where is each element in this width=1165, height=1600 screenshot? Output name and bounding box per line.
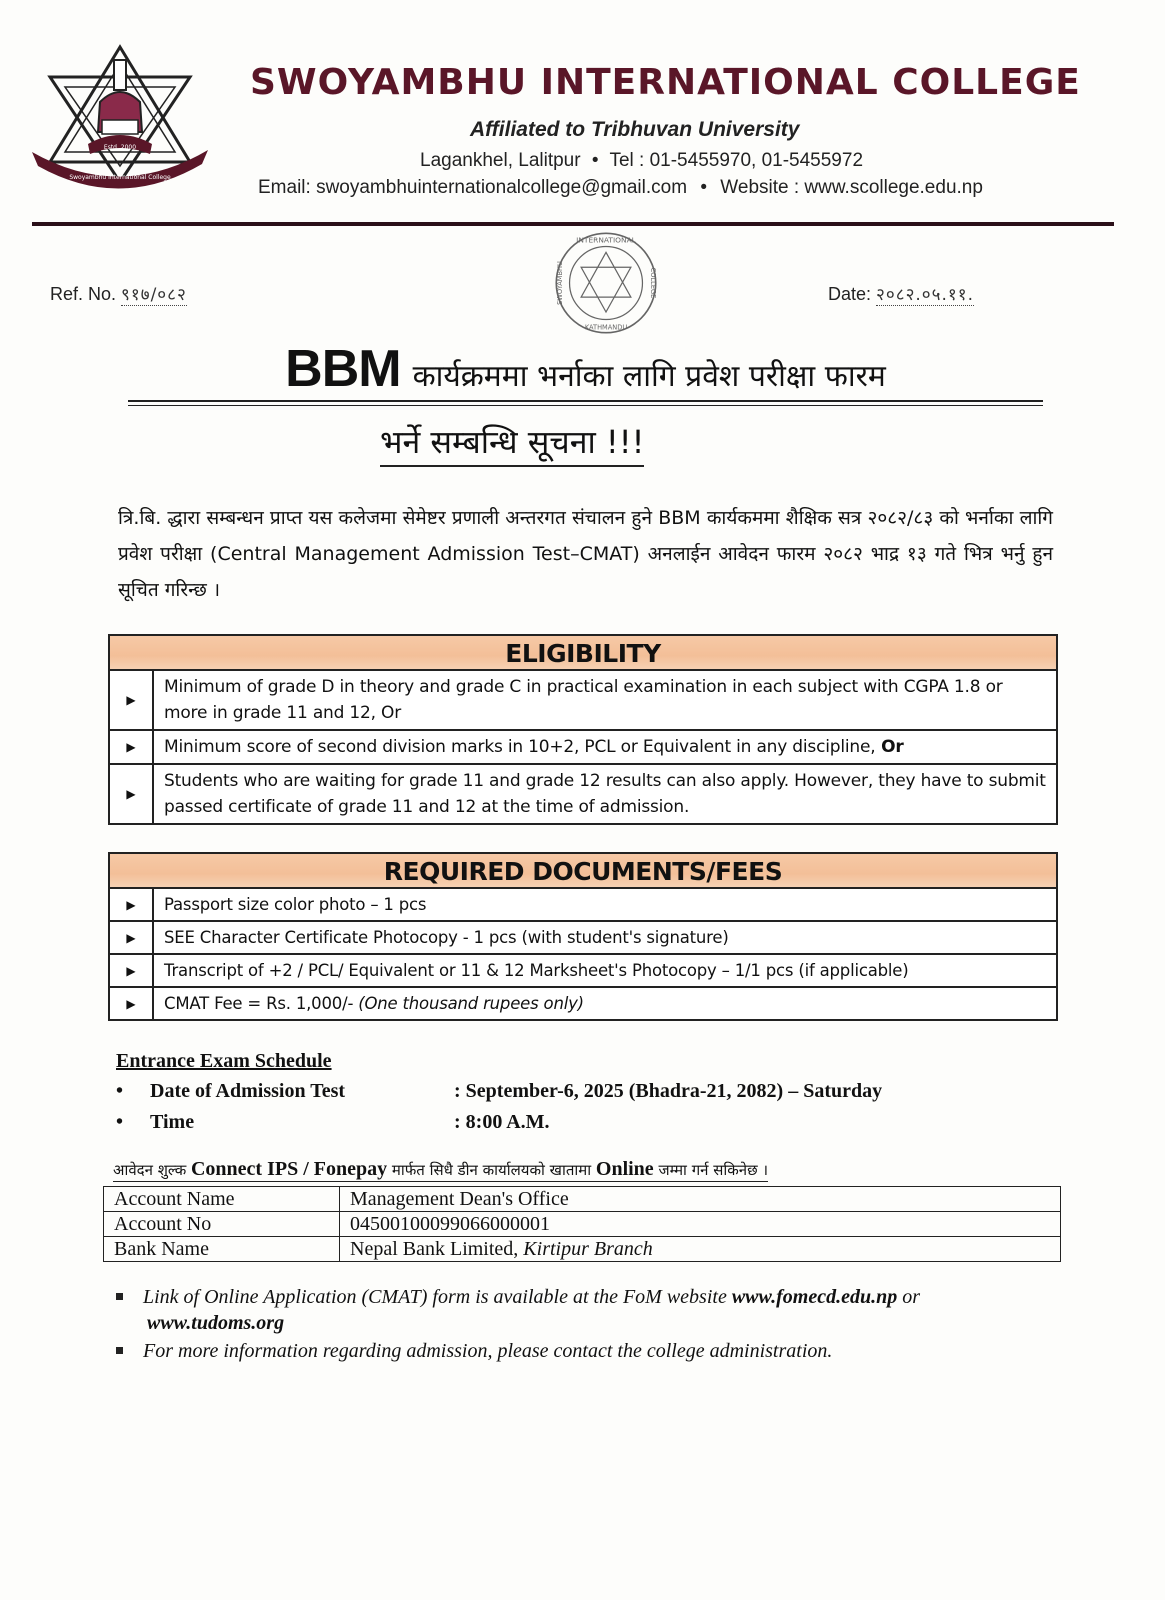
separator: • — [591, 150, 599, 171]
website-label: Website : — [720, 177, 800, 198]
title-program: BBM — [285, 340, 401, 398]
documents-table — [108, 852, 1058, 1021]
stamp-right-text: COLLEGE — [648, 267, 657, 299]
note-text: Link of Online Application (CMAT) form is available at the FoM website — [143, 1286, 732, 1308]
address-line — [420, 150, 863, 172]
bank-details-table — [103, 1186, 1061, 1262]
eligibility-text — [154, 731, 1056, 763]
arrow-right-icon: ▶ — [110, 955, 154, 986]
reference-number — [50, 282, 187, 305]
document-row — [110, 920, 1056, 953]
square-bullet-icon — [116, 1347, 123, 1354]
eligibility-text: Minimum of grade D in theory and grade C in practical examination in each subject with CGPA 1.8 or more in grade 11 and 12, Or — [164, 677, 1003, 723]
schedule-heading: Entrance Exam Schedule — [116, 1050, 332, 1072]
ref-value: ९१७/०८२ — [121, 285, 187, 305]
eligibility-text: Students who are waiting for grade 11 and grade 12 results can also apply. However, they have to submit passed certificate of grade 11 and 12 at the time of admission. — [164, 771, 1046, 817]
note-contact — [116, 1338, 1056, 1364]
arrow-right-icon: ▶ — [110, 922, 154, 953]
eligibility-text-or: Or — [875, 737, 904, 757]
affiliation: Affiliated to Tribhuvan University — [470, 118, 800, 141]
fee-text: CMAT Fee = Rs. 1,000/- — [164, 994, 359, 1013]
tel: 01-5455970, 01-5455972 — [649, 150, 864, 171]
documents-heading: REQUIRED DOCUMENTS/FEES — [110, 854, 1056, 889]
note-online-application — [116, 1284, 1056, 1336]
schedule-row-date — [116, 1080, 882, 1103]
website-link[interactable]: www.scollege.edu.np — [804, 177, 983, 198]
payment-note-part: आवेदन शुल्क — [113, 1161, 191, 1179]
college-name: SWOYAMBHU INTERNATIONAL COLLEGE — [250, 62, 1081, 103]
notice-subtitle: भर्ने सम्बन्धि सूचना !!! — [380, 420, 644, 467]
document-text: SEE Character Certificate Photocopy - 1 pcs (with student's signature) — [164, 928, 729, 947]
college-stamp — [548, 229, 664, 337]
eligibility-row — [110, 763, 1056, 823]
arrow-right-icon: ▶ — [110, 988, 154, 1019]
bullet-icon: • — [116, 1111, 124, 1133]
eligibility-heading: ELIGIBILITY — [110, 636, 1056, 671]
email-label: Email: — [258, 177, 311, 198]
schedule-row-time — [116, 1111, 550, 1134]
note-text: For more information regarding admission, please contact the college administration. — [143, 1340, 833, 1362]
notice-date — [828, 282, 974, 305]
arrow-right-icon: ▶ — [110, 731, 154, 763]
tudoms-link[interactable]: www.tudoms.org — [147, 1312, 285, 1334]
schedule-value: : September-6, 2025 (Bhadra-21, 2082) – Saturday — [454, 1080, 883, 1102]
payment-online: Online — [595, 1158, 654, 1180]
note-or: or — [897, 1286, 920, 1308]
date-value: २०८२.०५.११. — [876, 285, 974, 305]
payment-method: Connect IPS / Fonepay — [190, 1158, 388, 1180]
bank-name: Nepal Bank Limited, — [350, 1238, 524, 1260]
arrow-right-icon: ▶ — [110, 671, 154, 729]
eligibility-row — [110, 729, 1056, 763]
schedule-label: Date of Admission Test — [150, 1080, 346, 1102]
logo-ribbon-text: Swoyambhu International College — [69, 174, 171, 181]
document-row — [110, 953, 1056, 986]
bank-key: Account Name — [104, 1187, 340, 1212]
contact-line — [258, 177, 983, 199]
bank-value — [340, 1237, 1061, 1262]
stamp-bottom-text: KATHMANDU — [584, 323, 628, 332]
bank-key: Bank Name — [104, 1237, 340, 1262]
bank-key: Account No — [104, 1212, 340, 1237]
separator: • — [700, 177, 707, 198]
header-divider — [32, 222, 1114, 226]
college-logo — [30, 42, 210, 192]
document-text — [154, 988, 1056, 1019]
document-row — [110, 986, 1056, 1019]
payment-note-part: मार्फत सिधै डीन कार्यालयको खातामा — [387, 1161, 596, 1179]
fee-in-words: (One thousand rupees only) — [358, 994, 584, 1013]
document-row — [110, 889, 1056, 920]
tel-label: Tel : — [609, 150, 645, 171]
eligibility-table — [108, 634, 1058, 825]
bank-row — [104, 1212, 1061, 1237]
document-text: Passport size color photo – 1 pcs — [164, 895, 427, 914]
logo-estd-text: Estd. 2000 — [103, 144, 137, 151]
bank-value: Management Dean's Office — [340, 1187, 1061, 1212]
bank-branch: Kirtipur Branch — [523, 1238, 653, 1260]
address: Lagankhel, Lalitpur — [420, 150, 581, 171]
email-link[interactable]: swoyambhuinternationalcollege@gmail.com — [316, 177, 688, 198]
payment-note — [113, 1158, 768, 1182]
eligibility-row — [110, 671, 1056, 729]
title-text: कार्यक्रममा भर्नाका लागि प्रवेश परीक्षा फारम — [412, 359, 886, 394]
arrow-right-icon: ▶ — [110, 765, 154, 823]
stamp-left-text: SWOYAMBHU — [556, 261, 565, 305]
square-bullet-icon — [116, 1293, 123, 1300]
bullet-icon: • — [116, 1080, 124, 1102]
date-label: Date: — [828, 284, 872, 304]
schedule-label: Time — [150, 1111, 195, 1133]
bank-row — [104, 1237, 1061, 1262]
ref-label: Ref. No. — [50, 284, 117, 304]
intro-paragraph: त्रि.बि. द्धारा सम्बन्धन प्राप्त यस कलेजमा सेमेष्टर प्रणाली अन्तरगत संचालन हुने BBM कार्यकममा शैक्षिक सत्र २०८२/८३ को भर्नाका लागि प्रवेश परीक्षा (Central Management Admission Test–CMAT) अनलाईन आवेदन फारम २०८२ भाद्र १३ गते भित्र भर्नु हुन सूचित गरिन्छ । — [118, 507, 1053, 601]
bank-row — [104, 1187, 1061, 1212]
notice-title — [128, 340, 1043, 402]
document-text: Transcript of +2 / PCL/ Equivalent or 11 & 12 Marksheet's Photocopy – 1/1 pcs (if applicable) — [164, 961, 909, 980]
payment-note-part: जम्मा गर्न सकिनेछ । — [653, 1161, 769, 1179]
eligibility-text-main: Minimum score of second division marks in 10+2, PCL or Equivalent in any discipline, — [164, 737, 876, 757]
fomecd-link[interactable]: www.fomecd.edu.np — [731, 1286, 898, 1308]
schedule-value: : 8:00 A.M. — [454, 1111, 550, 1133]
bank-value: 04500100099066000001 — [340, 1212, 1061, 1237]
arrow-right-icon: ▶ — [110, 889, 154, 920]
stamp-top-text: INTERNATIONAL — [576, 235, 636, 245]
